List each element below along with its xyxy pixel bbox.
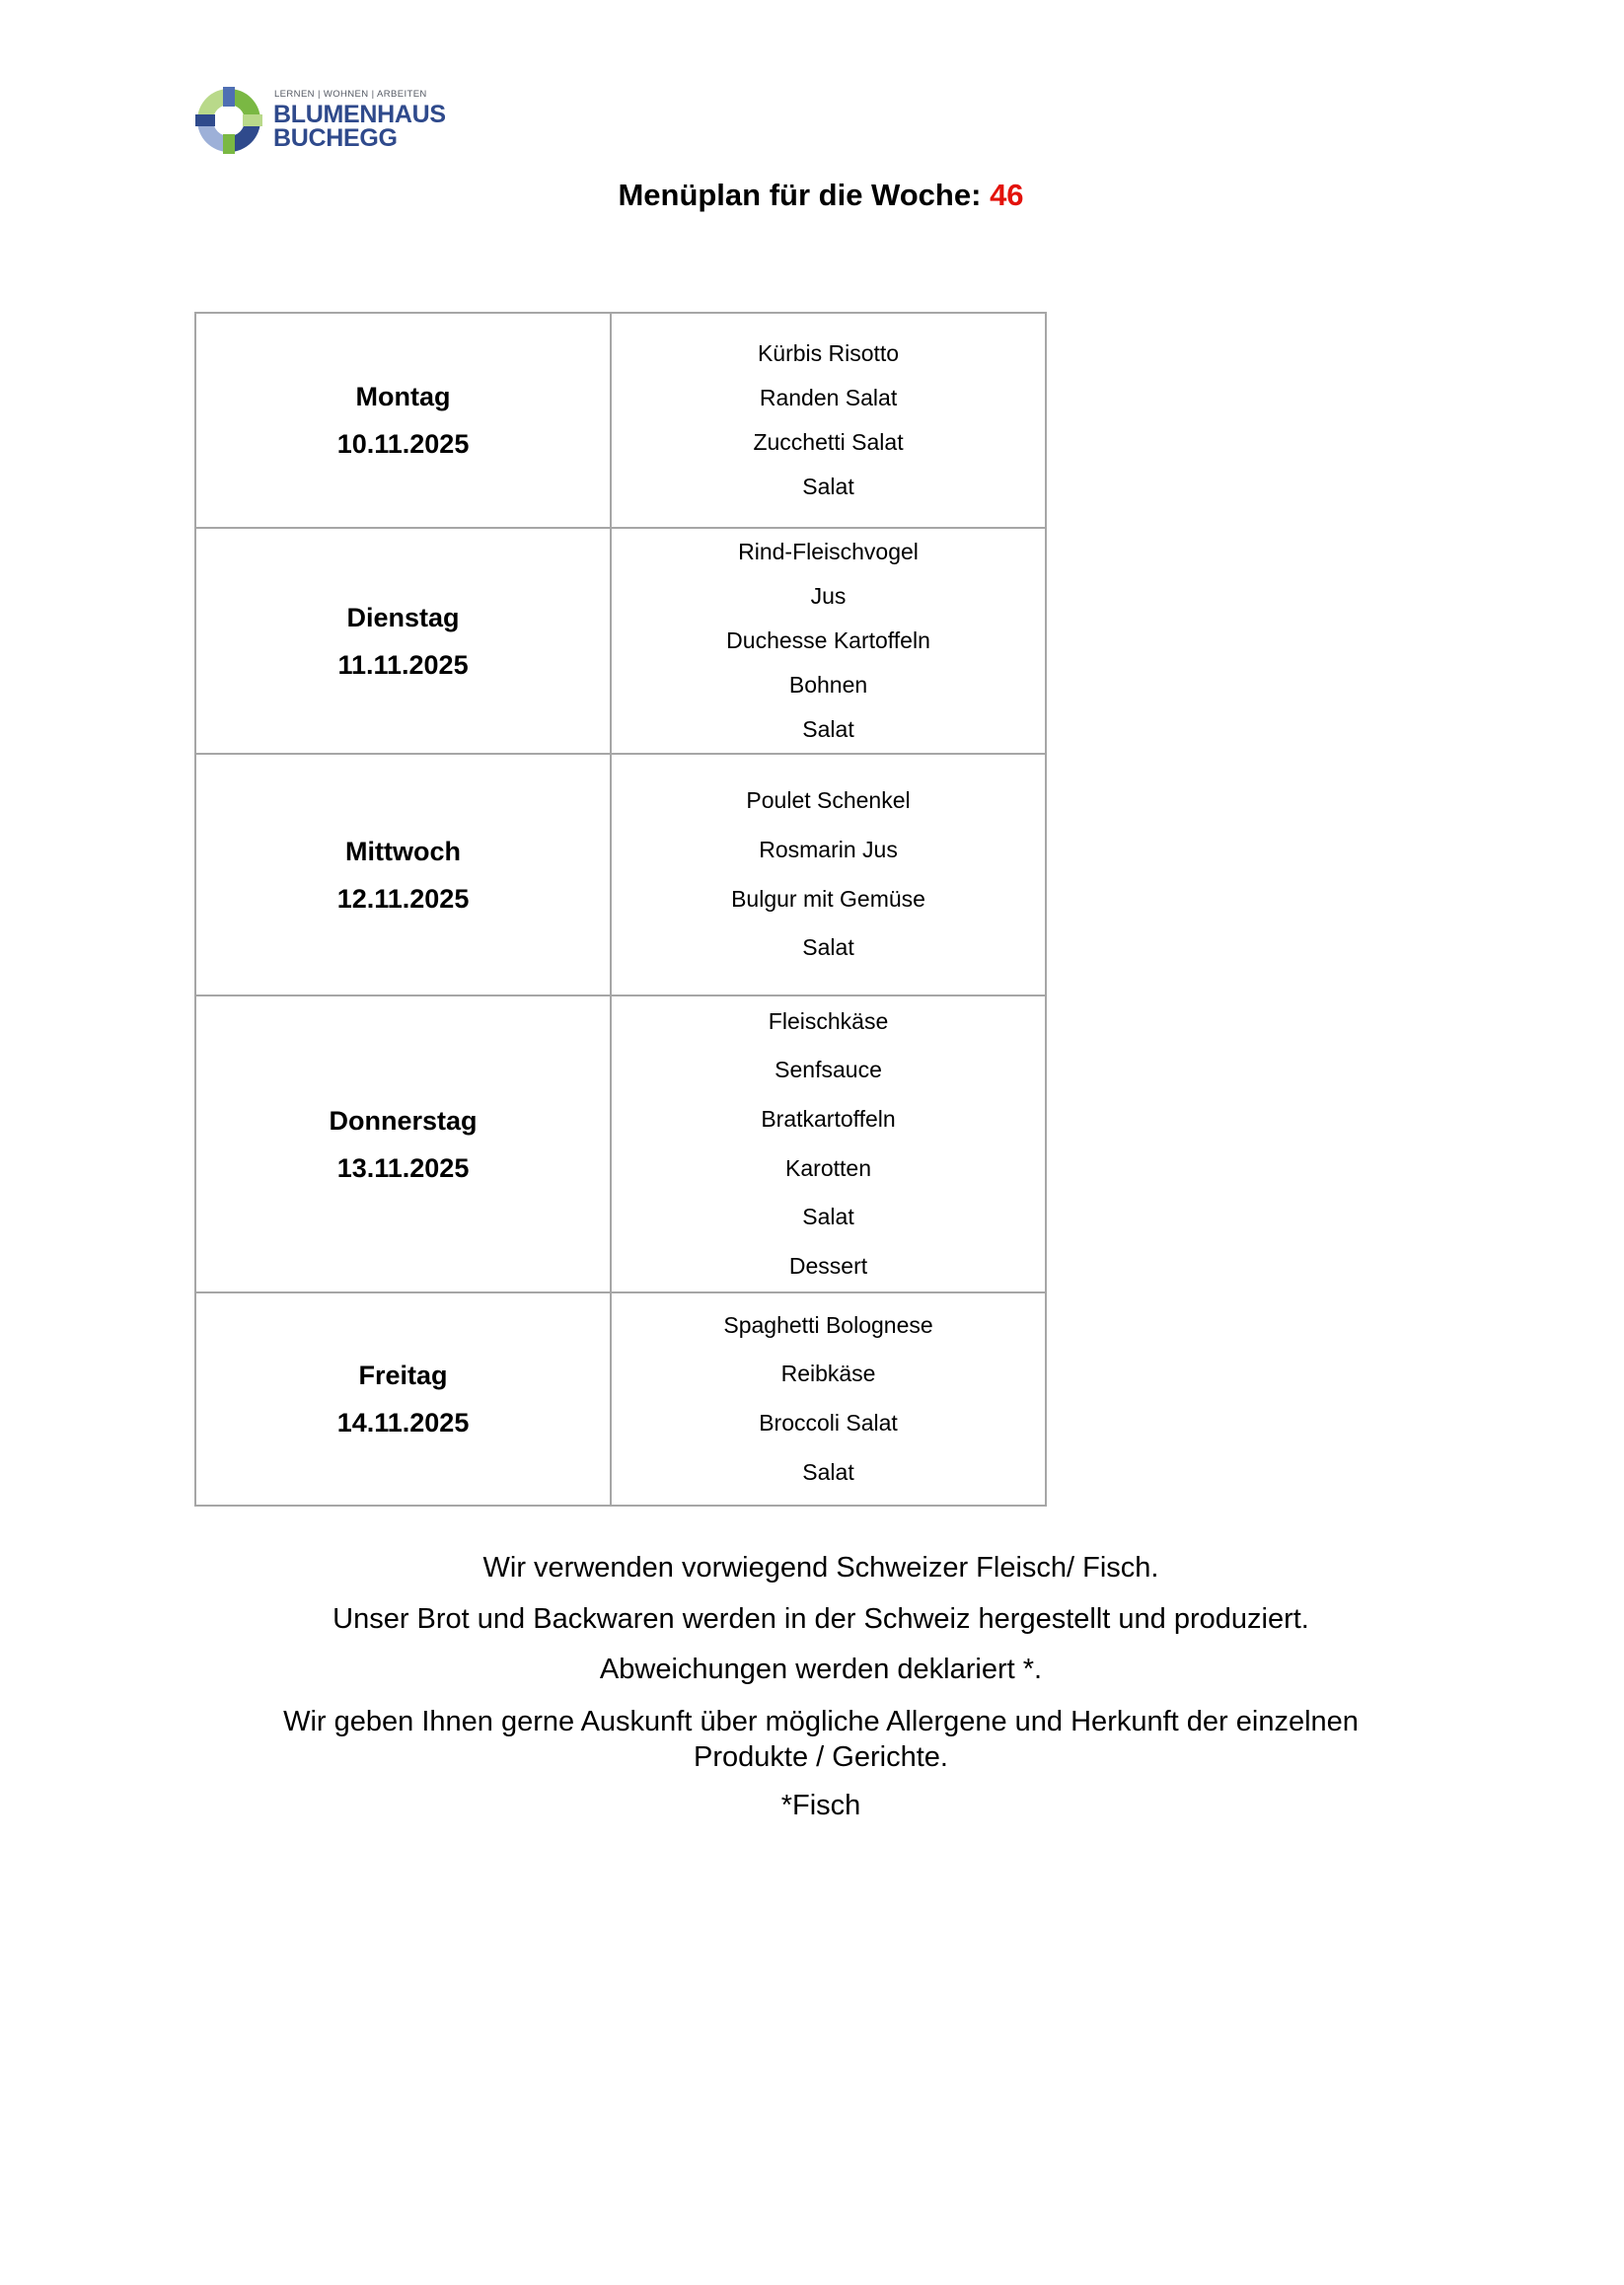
note-line-allergens	[0, 1704, 1624, 1775]
table-row-friday	[195, 1292, 1046, 1506]
table-row-thursday	[195, 995, 1046, 1292]
dish-item: Spaghetti Bolognese	[723, 1311, 933, 1338]
dishes-cell	[611, 995, 1046, 1292]
note-line: Unser Brot und Backwaren werden in der Schweiz hergestellt und produziert.	[332, 1602, 1309, 1635]
table-row-monday	[195, 313, 1046, 528]
dish-item: Salat	[802, 1204, 854, 1230]
logo-ring-icon	[193, 85, 264, 156]
day-cell	[195, 995, 611, 1292]
note-line: *Fisch	[780, 1789, 861, 1821]
dish-item: Senfsauce	[775, 1057, 882, 1083]
dishes-cell	[611, 1292, 1046, 1506]
dish-item: Dessert	[788, 1252, 868, 1279]
day-name: Dienstag	[346, 602, 460, 632]
dish-item: Salat	[802, 716, 854, 742]
dish-item: Rosmarin Jus	[759, 836, 898, 862]
logo	[193, 85, 460, 156]
day-date: 14.11.2025	[336, 1408, 470, 1437]
dish-item: Reibkäse	[780, 1361, 876, 1387]
page-title	[0, 178, 1624, 213]
dish-item: Salat	[802, 934, 854, 961]
dish-item: Randen Salat	[759, 385, 898, 410]
title-label: Menüplan für die Woche:	[618, 178, 982, 212]
footer-notes	[0, 1551, 1624, 1839]
dishes-cell	[611, 528, 1046, 754]
day-date: 10.11.2025	[336, 429, 470, 459]
dish-item: Karotten	[785, 1154, 871, 1181]
dish-item: Poulet Schenkel	[746, 787, 911, 814]
table-row-wednesday	[195, 754, 1046, 995]
dish-item: Bulgur mit Gemüse	[731, 885, 925, 912]
day-date: 11.11.2025	[337, 649, 469, 680]
logo-tagline: LERNEN | WOHNEN | ARBEITEN	[274, 89, 427, 100]
dish-item: Salat	[802, 474, 854, 499]
table-row-tuesday	[195, 528, 1046, 754]
day-date: 12.11.2025	[336, 883, 470, 914]
note-line: Abweichungen werden deklariert *.	[599, 1654, 1043, 1685]
note-line-part: Wir geben Ihnen gerne Auskunft über mögliche Allergene und Herkunft der einzelnen	[283, 1705, 1359, 1737]
day-name: Montag	[355, 382, 451, 411]
day-name: Freitag	[358, 1361, 448, 1390]
dishes-cell	[611, 313, 1046, 528]
dish-item: Kürbis Risotto	[757, 340, 900, 366]
dishes-cell	[611, 754, 1046, 995]
day-cell	[195, 754, 611, 995]
note-line-part: Produkte / Gerichte.	[694, 1740, 948, 1773]
note-line: Wir verwenden vorwiegend Schweizer Fleisch/ Fisch.	[482, 1552, 1159, 1584]
day-date: 13.11.2025	[336, 1152, 470, 1183]
dish-item: Salat	[802, 1458, 854, 1485]
day-name: Donnerstag	[329, 1105, 478, 1136]
dish-item: Fleischkäse	[768, 1007, 889, 1034]
dish-item: Jus	[810, 583, 847, 609]
dish-item: Broccoli Salat	[759, 1410, 898, 1436]
day-name: Mittwoch	[345, 836, 462, 866]
week-number: 46	[990, 178, 1024, 212]
dish-item: Bohnen	[788, 672, 868, 698]
dish-item: Bratkartoffeln	[761, 1105, 896, 1132]
logo-name-line2: BUCHEGG	[273, 124, 398, 152]
dish-item: Rind-Fleischvogel	[738, 539, 919, 564]
dish-item: Zucchetti Salat	[753, 429, 904, 455]
logo-name-line1: BLUMENHAUS	[273, 101, 446, 128]
menu-table	[194, 312, 1047, 1507]
day-cell	[195, 313, 611, 528]
dish-item: Duchesse Kartoffeln	[726, 627, 930, 653]
day-cell	[195, 1292, 611, 1506]
day-cell	[195, 528, 611, 754]
